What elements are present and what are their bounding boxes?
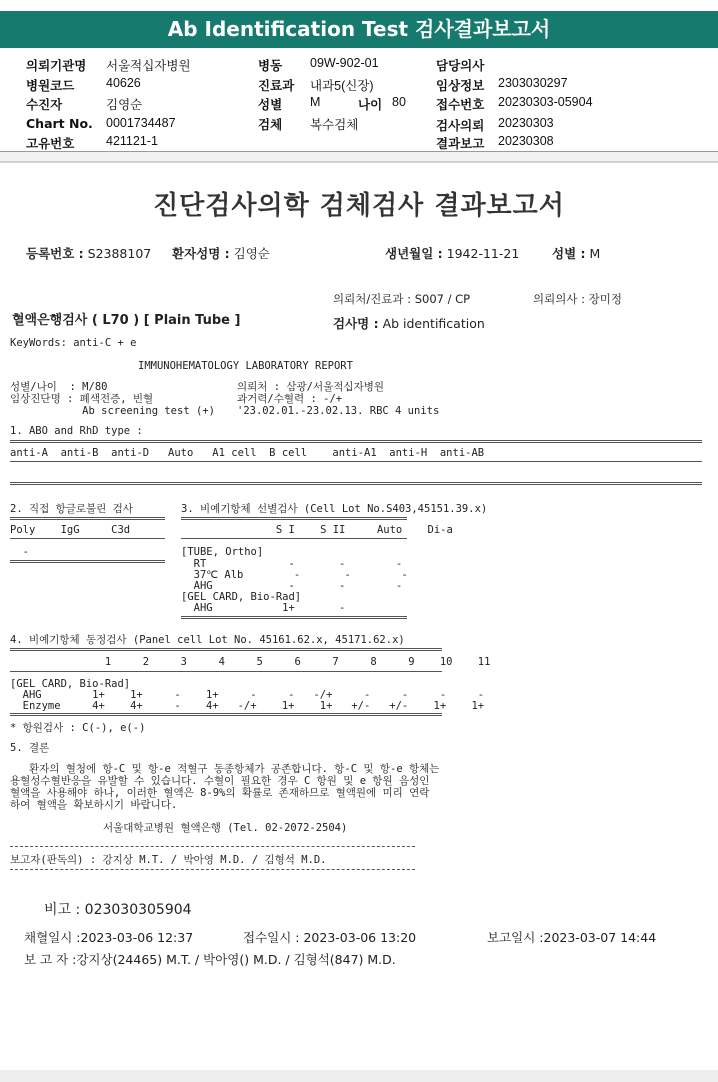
requesting-doctor — [533, 291, 622, 307]
keywords: KeyWords: anti-C + e — [10, 337, 137, 349]
rule — [181, 517, 407, 520]
header-label: 진료과 — [258, 78, 295, 93]
dept-value: S007 / CP — [414, 292, 471, 306]
reg-label: 등록번호 : — [26, 246, 84, 261]
document-title: 진단검사의학 검체검사 결과보고서 — [153, 191, 565, 221]
rule — [10, 461, 702, 462]
header-value: 0001734487 — [106, 116, 176, 130]
patient-sex — [552, 244, 600, 262]
header-label: Chart No. — [26, 116, 93, 131]
screening-row: [TUBE, Ortho] — [181, 546, 264, 558]
test-name-value: Ab identification — [382, 316, 485, 331]
conclusion-line: 혈액을 사용해야 하나, 이러한 혈액은 8-9%의 확률로 존재하므로 혈액원에 미리 연락 — [10, 787, 430, 799]
header-value: 09W-902-01 — [310, 56, 379, 70]
screening-row: AHG - - - — [181, 580, 403, 592]
header-label: 검체 — [258, 117, 283, 132]
header-label: 수진자 — [26, 97, 63, 112]
patient-value: 김영순 — [233, 246, 270, 261]
dept-label: 의뢰처/진료과 : — [333, 292, 412, 306]
sex-label: 성별 : — [552, 246, 586, 261]
panel-row: [GEL CARD, Bio-Rad] — [10, 678, 131, 690]
collection-datetime — [24, 928, 193, 946]
header-divider — [0, 151, 718, 163]
lab-report-title: IMMUNOHEMATOLOGY LABORATORY REPORT — [138, 360, 353, 372]
header-value: 복수검체 — [310, 118, 359, 132]
abo-columns: anti-A anti-B anti-D Auto A1 cell B cell anti-A1 anti-H anti-AB — [10, 447, 485, 459]
rule — [10, 713, 442, 716]
section-panel-title: 4. 비예기항체 동정검사 (Panel cell Lot No. 45161.62.x, 45171.62.x) — [10, 634, 405, 646]
section-abo-title: 1. ABO and RhD type : — [10, 425, 143, 437]
referral-line: 의뢰처 : 삼광/서울적십자병원 — [237, 381, 385, 393]
header-value: M — [310, 95, 321, 109]
screening-row: AHG 1+ - — [181, 602, 346, 614]
header-label: 병원코드 — [26, 78, 75, 93]
sex-value: M — [589, 246, 601, 261]
remark — [44, 899, 192, 919]
header-value: 20230303-05904 — [498, 95, 593, 109]
screening-row: [GEL CARD, Bio-Rad] — [181, 591, 302, 603]
registration-number — [26, 244, 151, 262]
test-group: 혈액은행검사 ( L70 ) [ Plain Tube ] — [12, 313, 241, 328]
dat-value: - — [10, 546, 29, 558]
header-label: 담당의사 — [436, 58, 485, 73]
conclusion-line: 하여 혈액을 확보하시기 바랍니다. — [10, 799, 178, 811]
header-value: 40626 — [106, 76, 141, 90]
remark-label: 비고 : — [44, 902, 81, 918]
dat-columns: Poly IgG C3d — [10, 524, 131, 536]
collect-label: 채혈일시 : — [24, 930, 81, 945]
report-datetime — [487, 928, 656, 946]
conclusion-line: 환자의 혈청에 항-C 및 항-e 적혈구 동종항체가 공존합니다. 항-C 및 항-e 항체는 — [10, 763, 440, 775]
dob-value: 1942-11-21 — [446, 246, 520, 261]
section-conclusion-title: 5. 결론 — [10, 742, 50, 754]
department — [333, 291, 470, 307]
screening-row: RT - - - — [181, 558, 403, 570]
patient-label: 환자성명 : — [172, 246, 230, 261]
rule — [10, 671, 442, 672]
rule — [10, 517, 165, 520]
rule — [10, 869, 415, 870]
final-reporter — [24, 950, 396, 968]
header-label: 접수번호 — [436, 97, 485, 112]
rule — [10, 560, 165, 563]
doctor-value: 장미정 — [588, 292, 622, 306]
sex-age-line: 성별/나이 : M/80 — [10, 381, 108, 393]
receipt-datetime — [243, 928, 416, 946]
section-screening-title: 3. 비예기항체 선별검사 (Cell Lot No.S403,45151.39.x) — [181, 503, 488, 515]
history-line: 과거력/수혈력 : -/+ — [237, 393, 343, 405]
panel-row: Enzyme 4+ 4+ - 4+ -/+ 1+ 1+ +/- +/- 1+ 1+ — [10, 700, 485, 712]
transfusion-history: '23.02.01.-23.02.13. RBC 4 units — [237, 405, 440, 417]
age-value: 80 — [392, 95, 406, 109]
reg-value: S2388107 — [87, 246, 152, 261]
conclusion-line: 용혈성수혈반응을 유발할 수 있습니다. 수혈이 필요한 경우 C 항원 및 e 항원 음성인 — [10, 775, 430, 787]
test-name-label: 검사명 : — [333, 316, 379, 331]
section-dat-title: 2. 직접 항글로불린 검사 — [10, 503, 133, 515]
reporter-label: 보 고 자 : — [24, 952, 77, 967]
patient-name — [172, 244, 270, 262]
screening-row: 37℃ Alb - - - — [181, 569, 408, 581]
report-banner-title: Ab Identification Test 검사결과보고서 — [0, 11, 718, 48]
rule — [181, 616, 407, 619]
date-of-birth — [385, 244, 519, 262]
doctor-label: 의뢰의사 : — [533, 292, 585, 306]
header-label: 성별 — [258, 97, 283, 112]
blood-bank-contact: 서울대학교병원 혈액은행 (Tel. 02-2072-2504) — [103, 822, 348, 834]
rule — [10, 846, 415, 847]
age-label: 나이 — [358, 97, 383, 112]
header-label: 임상정보 — [436, 78, 485, 93]
report-label: 보고일시 : — [487, 930, 544, 945]
panel-columns: 1 2 3 4 5 6 7 8 9 10 11 — [10, 656, 491, 668]
header-value: 421121-1 — [106, 134, 158, 148]
header-label: 의뢰기관명 — [26, 58, 87, 73]
rule — [181, 538, 407, 539]
header-label: 검사의뢰 — [436, 118, 485, 133]
receive-label: 접수일시 : — [243, 930, 300, 945]
receive-value: 2023-03-06 13:20 — [303, 930, 417, 945]
clinical-diagnosis-2: Ab screening test (+) — [0, 405, 215, 417]
header-label: 병동 — [258, 58, 283, 73]
rule — [10, 538, 165, 539]
header-label: 고유번호 — [26, 136, 75, 151]
collect-value: 2023-03-06 12:37 — [80, 930, 194, 945]
rule — [10, 482, 702, 485]
report-value: 2023-03-07 14:44 — [543, 930, 657, 945]
header-label: 결과보고 — [436, 136, 485, 151]
screening-columns: S I S II Auto Di-a — [181, 524, 453, 536]
header-value: 20230303 — [498, 116, 554, 130]
header-value: 2303030297 — [498, 76, 568, 90]
header-value: 20230308 — [498, 134, 554, 148]
rule — [10, 648, 442, 651]
reporter-signoff: 보고자(판독의) : 강지상 M.T. / 박아영 M.D. / 김형석 M.D. — [10, 854, 327, 866]
reporter-value: 강지상(24465) M.T. / 박아영() M.D. / 김형석(847) M.D. — [76, 952, 396, 967]
header-value: 내과5(신장) — [310, 79, 374, 93]
header-value: 서울적십자병원 — [106, 59, 191, 73]
panel-row: AHG 1+ 1+ - 1+ - - -/+ - - - - — [10, 689, 485, 701]
test-name — [333, 314, 485, 332]
clinical-diagnosis: 임상진단명 : 폐색전증, 빈혈 — [10, 393, 154, 405]
dob-label: 생년월일 : — [385, 246, 443, 261]
remark-value: 023030305904 — [84, 902, 192, 918]
header-value: 김영순 — [106, 98, 143, 112]
bottom-bar — [0, 1070, 718, 1082]
rule — [10, 440, 702, 443]
antigen-test: * 항원검사 : C(-), e(-) — [10, 722, 146, 734]
